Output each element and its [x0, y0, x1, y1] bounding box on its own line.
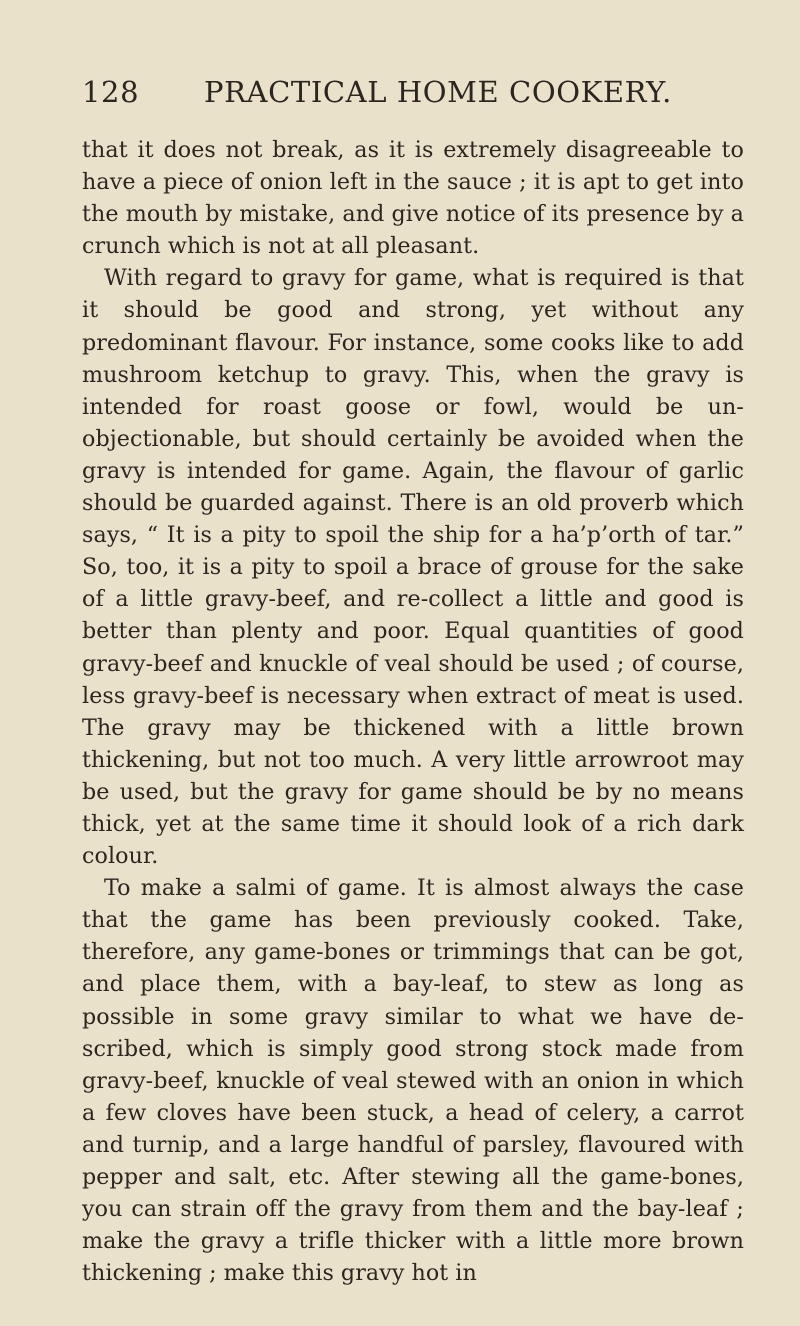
body-text [82, 134, 744, 1289]
running-head [82, 72, 744, 112]
page-number: 128 [82, 75, 140, 109]
paragraph-salmi-of-game: To make a salmi of game. It is almost always the case that the game has been previously cooked. Take, therefore, any game-bones or trimmings that can be got, and place them, with a bay-leaf, to stew as long as possible in some gravy similar to what we have de-scribed, which is simply good strong stock made from gravy-beef, knuckle of veal stewed with an onion in which a few cloves have been stuck, a head of celery, a carrot and turnip, and a large handful of parsley, flavoured with pepper and salt, etc. After stewing all the game-bones, you can strain off the gravy from them and the bay-leaf ; make the gravy a trifle thicker with a little more brown thickening ; make this gravy hot in [82, 875, 744, 1287]
paragraph-game-gravy: With regard to gravy for game, what is required is that it should be good and strong, yet without any predominant flavour. For instance, some cooks like to add mushroom ketchup to gravy. This, when the gravy is intended for roast goose or fowl, would be un-objectionable, but should certainly be avoided when the gravy is intended for game. Again, the flavour of garlic should be guarded against. There is an old proverb which says, “ It is a pity to spoil the ship for a ha’p’orth of tar.” So, too, it is a pity to spoil a brace of grouse for the sake of a little gravy-beef, and re-collect a little and good is better than plenty and poor. Equal quantities of good gravy-beef and knuckle of veal should be used ; of course, less gravy-beef is necessary when extract of meat is used. The gravy may be thickened with a little brown thickening, but not too much. A very little arrowroot may be used, but the gravy for game should be by no means thick, yet at the same time it should look of a rich dark colour. [82, 265, 744, 870]
page-header-title: PRACTICAL HOME COOKERY. [204, 75, 672, 109]
paragraph-onion-warning: that it does not break, as it is extremely disagreeable to have a piece of onion left in the sauce ; it is apt to get into the mouth by mistake, and give notice of its presence by a crunch which is not at all pleasant. [82, 137, 744, 260]
